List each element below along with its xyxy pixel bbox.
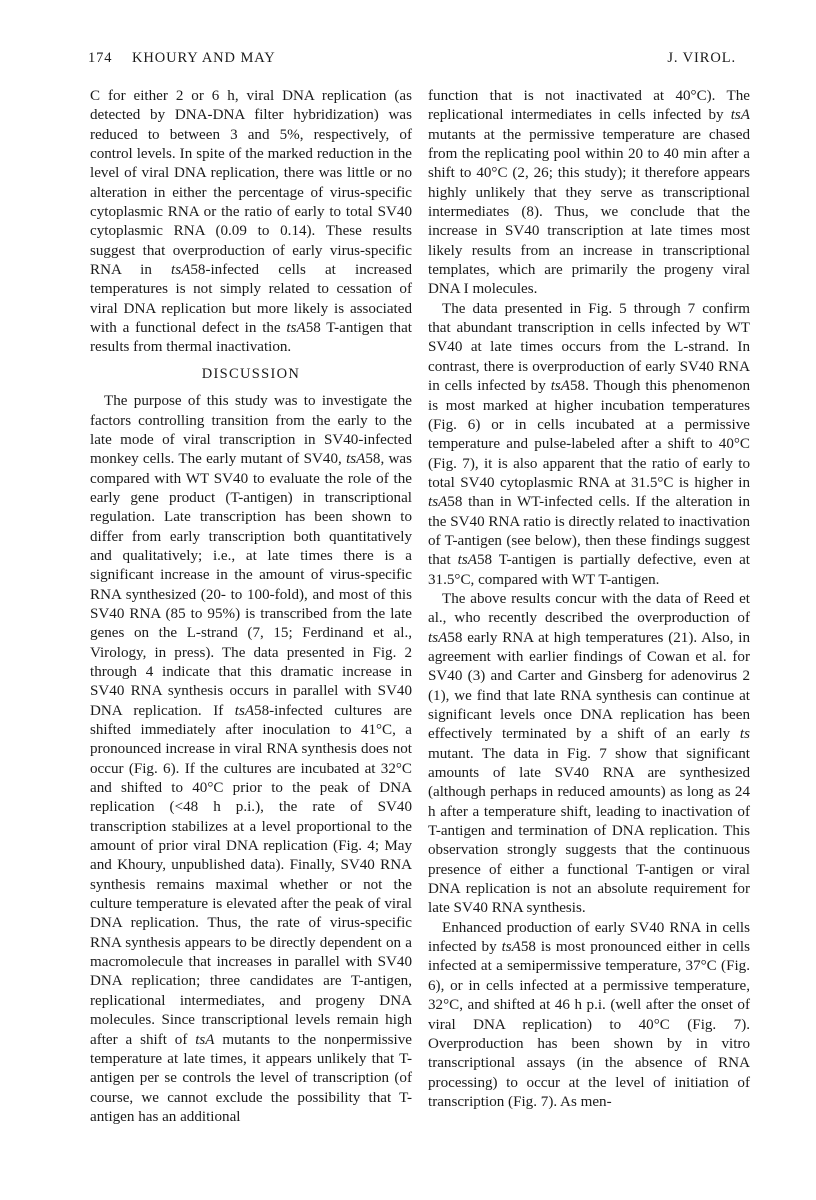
page-number: 174 bbox=[88, 50, 113, 66]
journal-name: J. VIROL. bbox=[667, 50, 736, 66]
left-column bbox=[90, 87, 412, 1127]
body-paragraph: Enhanced production of early SV40 RNA in cells infected by tsA58 is most pronounced either in cells infected at a semipermissive temperature, 37°C (Fig. 6), or in cells infected at a permissive temperature, 32°C, and shifted at 46 h p.i. (well after the onset of viral DNA replication) to 40°C (Fig. 7). Overproduction has been shown by in vitro transcriptional assays (in the absence of RNA processing) to occur at the level of initiation of transcription (Fig. 7). As men- bbox=[428, 919, 751, 1110]
right-column bbox=[428, 87, 750, 1112]
body-paragraph: function that is not inactivated at 40°C). The replicational intermediates in cells infected by tsA mutants at the permissive temperature are chased from the replicating pool within 20 to 40 min after a shift to 40°C (2, 26; this study); it therefore appears highly unlikely that they serve as transcriptional intermediates (8). Thus, we conclude that the increase in SV40 transcription at late times most likely results from an increase in transcriptional templates, which are primarily the progeny viral DNA I molecules. bbox=[428, 88, 750, 298]
discussion-paragraph: The purpose of this study was to investigate the factors controlling transition from the early to the late mode of viral transcription in SV40-infected monkey cells. The early mutant of SV40, tsA58, was compared with WT SV40 to evaluate the role of the early gene product (T-antigen) in transcriptional regulation. Late transcription has been shown to differ from early transcription both quantitatively and qualitatively; i.e., at late times there is a significant increase in the amount of virus-specific RNA synthesized (20- to 100-fold), and most of this SV40 RNA (85 to 95%) is transcribed from the late genes on the L-strand (7, 15; Ferdinand et al., Virology, in press). The data presented in Fig. 2 through 4 indicate that this dramatic increase in SV40 RNA synthesis occurs in parallel with SV40 DNA replication. If tsA58-infected cultures are shifted immediately after inoculation to 41°C, a pronounced increase in viral RNA synthesis does not occur (Fig. 6). If the cultures are incubated at 32°C and shifted to 40°C prior to the peak of DNA replication (<48 h p.i.), the rate of SV40 transcription stabilizes at a level proportional to the amount of prior viral DNA replication (Fig. 4; May and Khoury, unpublished data). Finally, SV40 RNA synthesis remains maximal whether or not the culture temperature is elevated after the peak of viral DNA replication. Thus, the rate of virus-specific RNA synthesis appears to be directly dependent on a macromolecule that increases in parallel with SV40 DNA replication; three candidates are T-antigen, replicational intermediates, and progeny DNA molecules. Since transcriptional levels remain high after a shift of tsA mutants to the nonpermissive temperature at late times, it appears unlikely that T-antigen per se controls the level of transcription (of course, we cannot exclude the possibility that T-antigen has an additional bbox=[90, 393, 412, 1125]
running-authors: KHOURY AND MAY bbox=[132, 50, 276, 66]
running-header bbox=[88, 50, 736, 72]
body-paragraph: The data presented in Fig. 5 through 7 confirm that abundant transcription in cells infected by WT SV40 at late times occurs from the L-strand. In contrast, there is overproduction of early SV40 RNA in cells infected by tsA58. Though this phenomenon is most marked at higher incubation temperatures (Fig. 6) or in cells incubated at a permissive temperature and pulse-labeled after a shift to 40°C (Fig. 7), it is also apparent that the ratio of early to total SV40 cytoplasmic RNA at 31.5°C is higher in tsA58 than in WT-infected cells. If the alteration in the SV40 RNA ratio is directly related to inactivation of T-antigen (see below), then these findings suggest that tsA58 T-antigen is partially defective, even at 31.5°C, compared with WT T-antigen. bbox=[428, 300, 750, 588]
section-heading: DISCUSSION bbox=[201, 365, 301, 382]
body-paragraph: The above results concur with the data of Reed et al., who recently described the overproduction of tsA58 early RNA at high temperatures (21). Also, in agreement with earlier findings of Cowan et al. for SV40 (3) and Carter and Ginsberg for adenovirus 2 (1), we find that late RNA synthesis can continue at significant levels once DNA replication has been effectively terminated by a shift of an early ts mutant. The data in Fig. 7 show that significant amounts of late SV40 RNA are synthesized (although perhaps in reduced amounts) as long as 24 h after a temperature shift, leading to inactivation of T-antigen and termination of DNA replication. This observation strongly suggests that the continuous presence of either a functional T-antigen or viral DNA replication is not an absolute requirement for late SV40 RNA synthesis. bbox=[428, 590, 750, 917]
continued-paragraph: C for either 2 or 6 h, viral DNA replication (as detected by DNA-DNA filter hybridization) was reduced to between 3 and 5%, respectively, of control levels. In spite of the marked reduction in the level of viral DNA replication, there was little or no alteration in either the percentage of virus-specific cytoplasmic RNA or the ratio of early to total SV40 cytoplasmic RNA (0.09 to 0.14). These results suggest that overproduction of early virus-specific RNA in tsA58-infected cells at increased temperatures is not simply related to cessation of viral DNA replication but more likely is associated with a functional defect in the tsA58 T-antigen that results from thermal inactivation. bbox=[90, 88, 412, 356]
